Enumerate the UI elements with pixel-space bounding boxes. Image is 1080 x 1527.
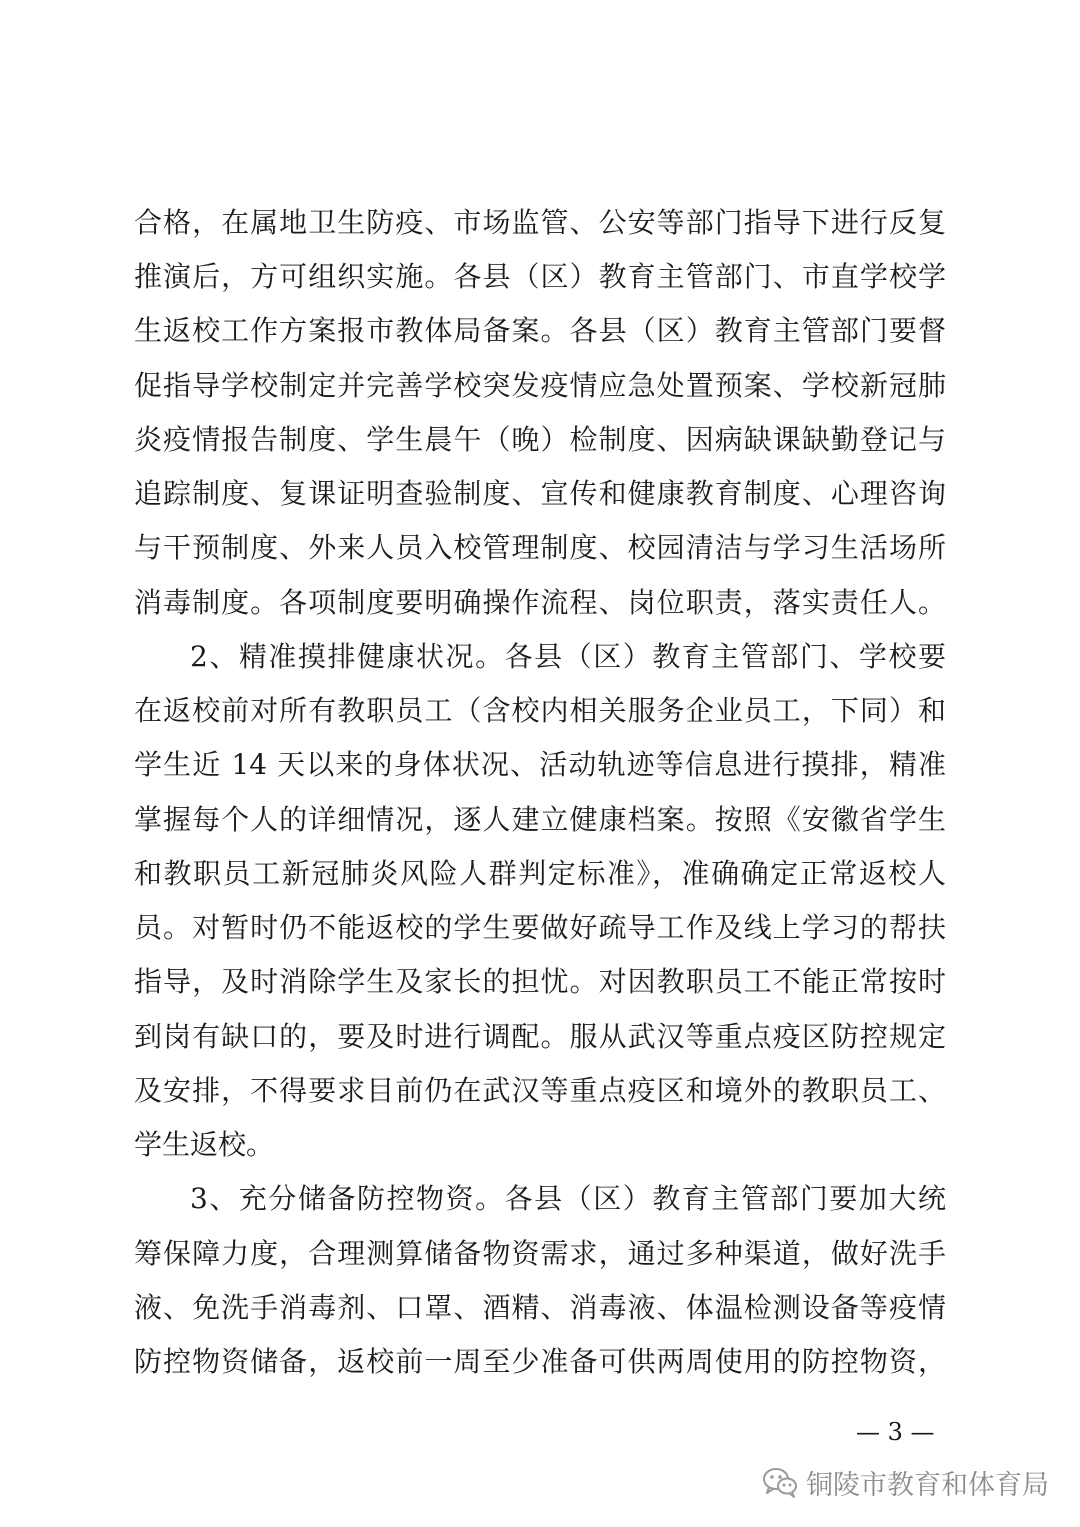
paragraph-line: 在返校前对所有教职员工（含校内相关服务企业员工，下同）和 xyxy=(134,694,946,727)
watermark xyxy=(760,1462,1049,1502)
paragraph-line: 生返校工作方案报市教体局备案。各县（区）教育主管部门要督 xyxy=(134,314,946,347)
paragraph-line: 及安排，不得要求目前仍在武汉等重点疫区和境外的教职员工、 xyxy=(134,1074,946,1107)
paragraph-line: 炎疫情报告制度、学生晨午（晚）检制度、因病缺课缺勤登记与 xyxy=(134,423,946,456)
paragraph-line: 推演后，方可组织实施。各县（区）教育主管部门、市直学校学 xyxy=(134,260,946,293)
paragraph-line: 防控物资储备，返校前一周至少准备可供两周使用的防控物资， xyxy=(134,1345,946,1378)
paragraph-line: 到岗有缺口的，要及时进行调配。服从武汉等重点疫区防控规定 xyxy=(134,1020,946,1053)
paragraph-line: 学生返校。 xyxy=(134,1128,275,1161)
paragraph-line: 员。对暂时仍不能返校的学生要做好疏导工作及线上学习的帮扶 xyxy=(134,911,946,944)
paragraph-line: 合格，在属地卫生防疫、市场监管、公安等部门指导下进行反复 xyxy=(134,206,946,239)
paragraph-line: 消毒制度。各项制度要明确操作流程、岗位职责，落实责任人。 xyxy=(134,586,946,619)
paragraph-line: 与干预制度、外来人员入校管理制度、校园清洁与学习生活场所 xyxy=(134,531,946,564)
paragraph-line: 2、精准摸排健康状况。各县（区）教育主管部门、学校要 xyxy=(190,640,946,673)
paragraph-line: 促指导学校制定并完善学校突发疫情应急处置预案、学校新冠肺 xyxy=(134,369,946,402)
paragraph-line: 掌握每个人的详细情况，逐人建立健康档案。按照《安徽省学生 xyxy=(134,803,946,836)
paragraph-line: 液、免洗手消毒剂、口罩、酒精、消毒液、体温检测设备等疫情 xyxy=(134,1291,946,1324)
wechat-icon xyxy=(760,1462,800,1502)
paragraph-line: 追踪制度、复课证明查验制度、宣传和健康教育制度、心理咨询 xyxy=(134,477,946,510)
watermark-text: 铜陵市教育和体育局 xyxy=(806,1469,1049,1501)
paragraph-line: 筹保障力度，合理测算储备物资需求，通过多种渠道，做好洗手 xyxy=(134,1237,946,1270)
page-number: — 3 — xyxy=(856,1418,935,1446)
paragraph-line: 学生近 14 天以来的身体状况、活动轨迹等信息进行摸排，精准 xyxy=(134,748,946,781)
paragraph-line: 和教职员工新冠肺炎风险人群判定标准》，准确确定正常返校人 xyxy=(134,857,946,890)
paragraph-line: 指导，及时消除学生及家长的担忧。对因教职员工不能正常按时 xyxy=(134,965,946,998)
paragraph-line: 3、充分储备防控物资。各县（区）教育主管部门要加大统 xyxy=(190,1182,946,1215)
